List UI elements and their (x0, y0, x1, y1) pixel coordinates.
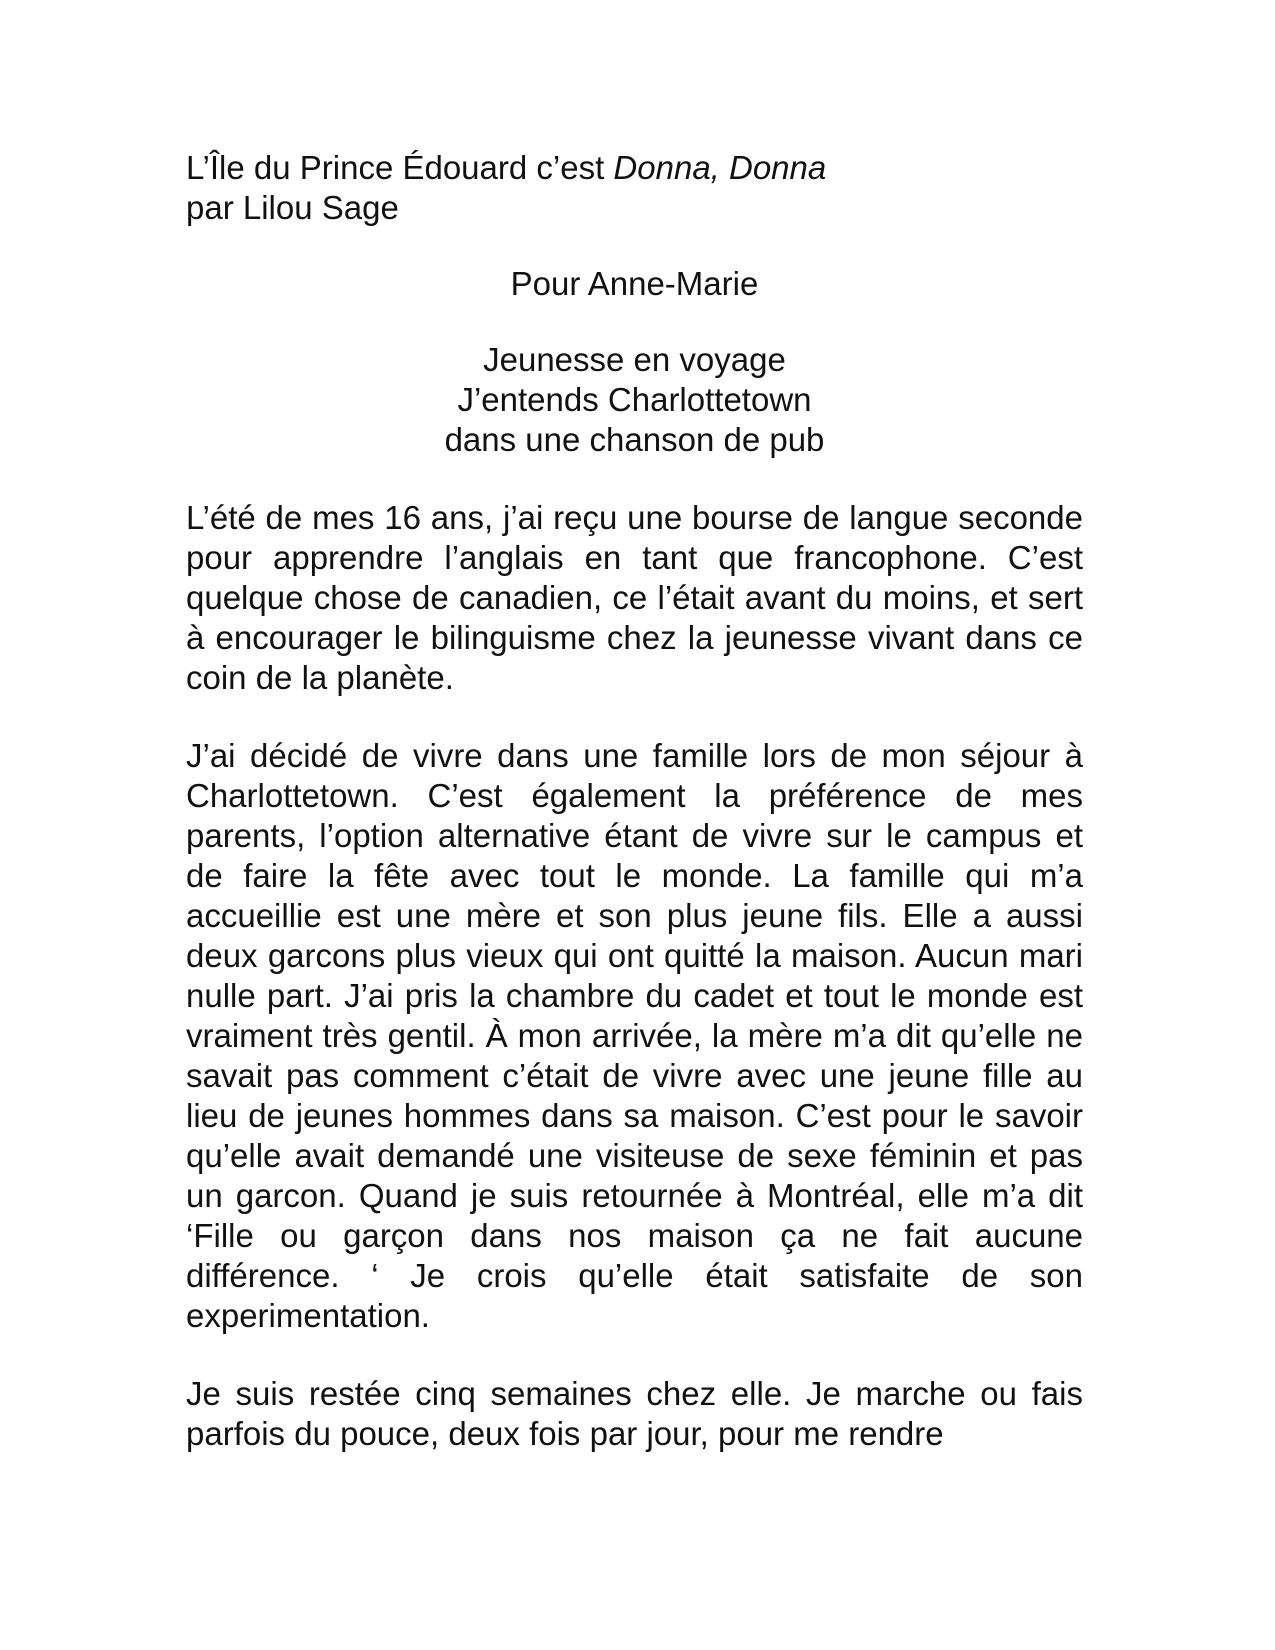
poem (186, 340, 1083, 460)
document-title (186, 148, 1083, 188)
paragraph: J’ai décidé de vivre dans une famille lors de mon séjour à Charlottetown. C’est également la préférence de mes parents, l’option alternative étant de vivre sur le campus et de faire la fête avec tout le monde. La famille qui m’a accueillie est une mère et son plus jeune fils. Elle a aussi deux garcons plus vieux qui ont quitté la maison. Aucun mari nulle part. J’ai pris la chambre du cadet et tout le monde est vraiment très gentil. À mon arrivée, la mère m’a dit qu’elle ne savait pas comment c’était de vivre avec une jeune fille au lieu de jeunes hommes dans sa maison. C’est pour le savoir qu’elle avait demandé une visiteuse de sexe féminin et pas un garcon. Quand je suis retournée à Montréal, elle m’a dit ‘Fille ou garçon dans nos maison ça ne fait aucune différence. ‘ Je crois qu’elle était satisfaite de son experimentation. (186, 737, 1083, 1334)
author-byline: par Lilou Sage (186, 189, 399, 226)
title-italic-text: Donna, Donna (613, 149, 827, 186)
paragraph: L’été de mes 16 ans, j’ai reçu une bourse de langue seconde pour apprendre l’anglais en tant que francophone. C’est quelque chose de canadien, ce l’était avant du moins, et sert à encourager le bilinguisme chez la jeunesse vivant dans ce coin de la planète. (186, 499, 1083, 696)
paragraph: Je suis restée cinq semaines chez elle. Je marche ou fais parfois du pouce, deux fois par jour, pour me rendre (186, 1375, 1083, 1452)
title-text: L’Île du Prince Édouard c’est (186, 149, 614, 186)
poem-line: J’entends Charlottetown (457, 381, 812, 418)
poem-line: dans une chanson de pub (444, 421, 825, 458)
poem-line: Jeunesse en voyage (483, 341, 786, 378)
document-body (186, 148, 1083, 1454)
dedication: Pour Anne-Marie (510, 265, 759, 302)
